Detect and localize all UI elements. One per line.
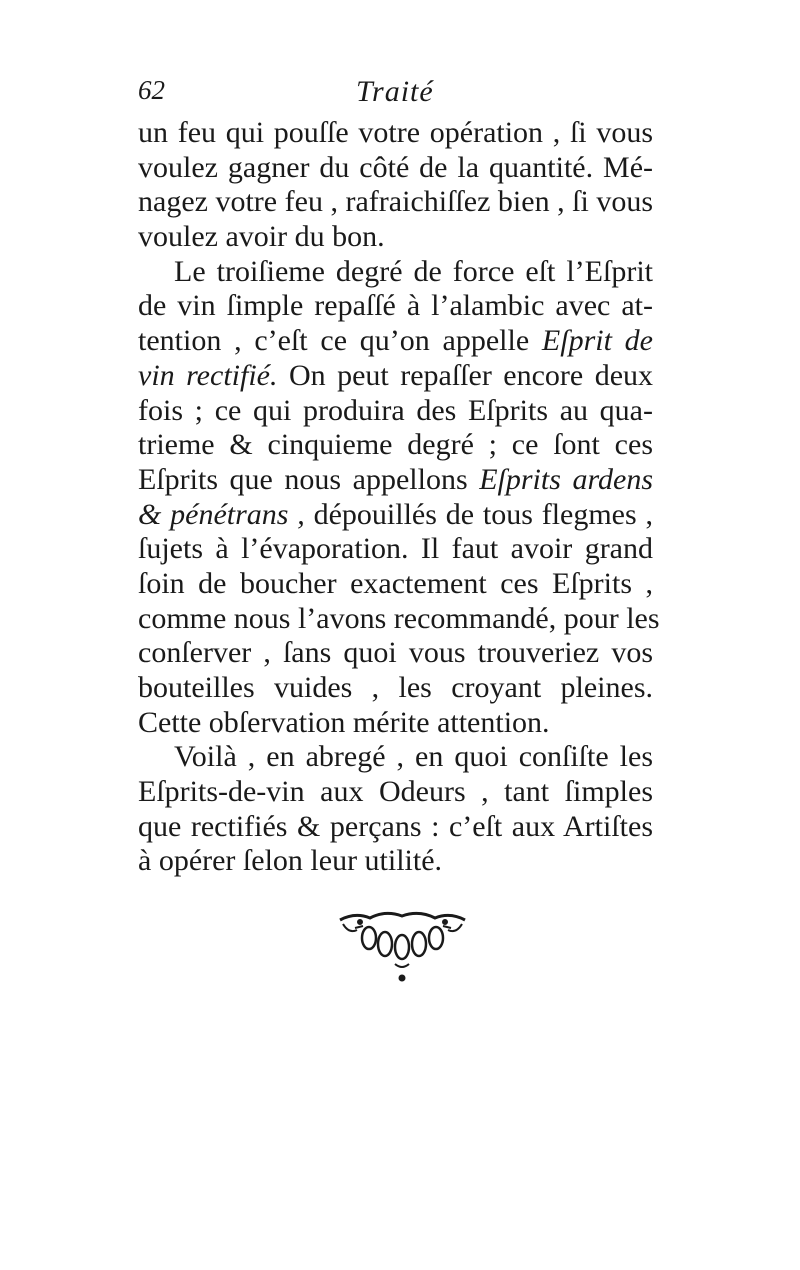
text-line: vin rectifié. On peut repaſſer encore deux: [138, 358, 654, 392]
text-line: Cette obſervation mérite attention.: [138, 705, 550, 739]
italic-term: & pénétrans ,: [138, 497, 305, 531]
text-line: nagez votre feu , rafraichiſſez bien , ſi vous: [138, 185, 653, 219]
text-line: que rectifiés & perçans : c’eſt aux Artiſtes: [138, 809, 653, 843]
paragraph-3: [138, 740, 653, 879]
italic-term: vin rectifié.: [138, 358, 278, 392]
italic-term: Eſprits ardens: [479, 462, 653, 496]
text-line: trieme & cinquieme degré ; ce ſont ces: [138, 428, 653, 462]
text-line: bouteilles vuides , les croyant pleines.: [138, 671, 653, 704]
text-line: Eſprits que nous appellons Eſprits ardens: [138, 462, 653, 496]
text-line: fois ; ce qui produira des Eſprits au qua-: [138, 393, 653, 427]
text-line: tention , c’eſt ce qu’on appelle Eſprit de: [138, 324, 653, 358]
body-text: [138, 116, 660, 879]
text-line: conſerver , ſans quoi vous trouveriez vos: [138, 636, 653, 670]
text-line: Voilà , en abregé , en quoi conſiſte les: [174, 740, 653, 774]
text-line: ſoin de boucher exactement ces Eſprits ,: [138, 566, 653, 600]
text-line: voulez gagner du côté de la quantité. Mé-: [138, 150, 653, 184]
text-line: de vin ſimple repaſſé à l’alambic avec at-: [138, 289, 653, 323]
text-line: un feu qui pouſſe votre opération , ſi vous: [138, 116, 653, 149]
page-number: 62: [138, 75, 165, 105]
page-header: [138, 75, 653, 115]
text-line: comme nous l’avons recommandé, pour les: [138, 601, 660, 635]
text-line: voulez avoir du bon.: [138, 220, 385, 254]
text-line: & pénétrans , dépouillés de tous flegmes ,: [138, 497, 653, 531]
floral-tailpiece-ornament-icon: [335, 900, 470, 990]
italic-term: Eſprit de: [541, 324, 653, 358]
text-line: ſujets à l’évaporation. Il faut avoir grand: [138, 532, 653, 566]
text-line: Eſprits-de-vin aux Odeurs , tant ſimples: [138, 775, 653, 809]
text-line: Le troiſieme degré de force eſt l’Eſprit: [174, 254, 653, 288]
paragraph-2: [138, 254, 660, 741]
running-title: Traité: [356, 75, 434, 108]
paragraph-1: [138, 116, 653, 255]
text-line: à opérer ſelon leur utilité.: [138, 844, 443, 878]
